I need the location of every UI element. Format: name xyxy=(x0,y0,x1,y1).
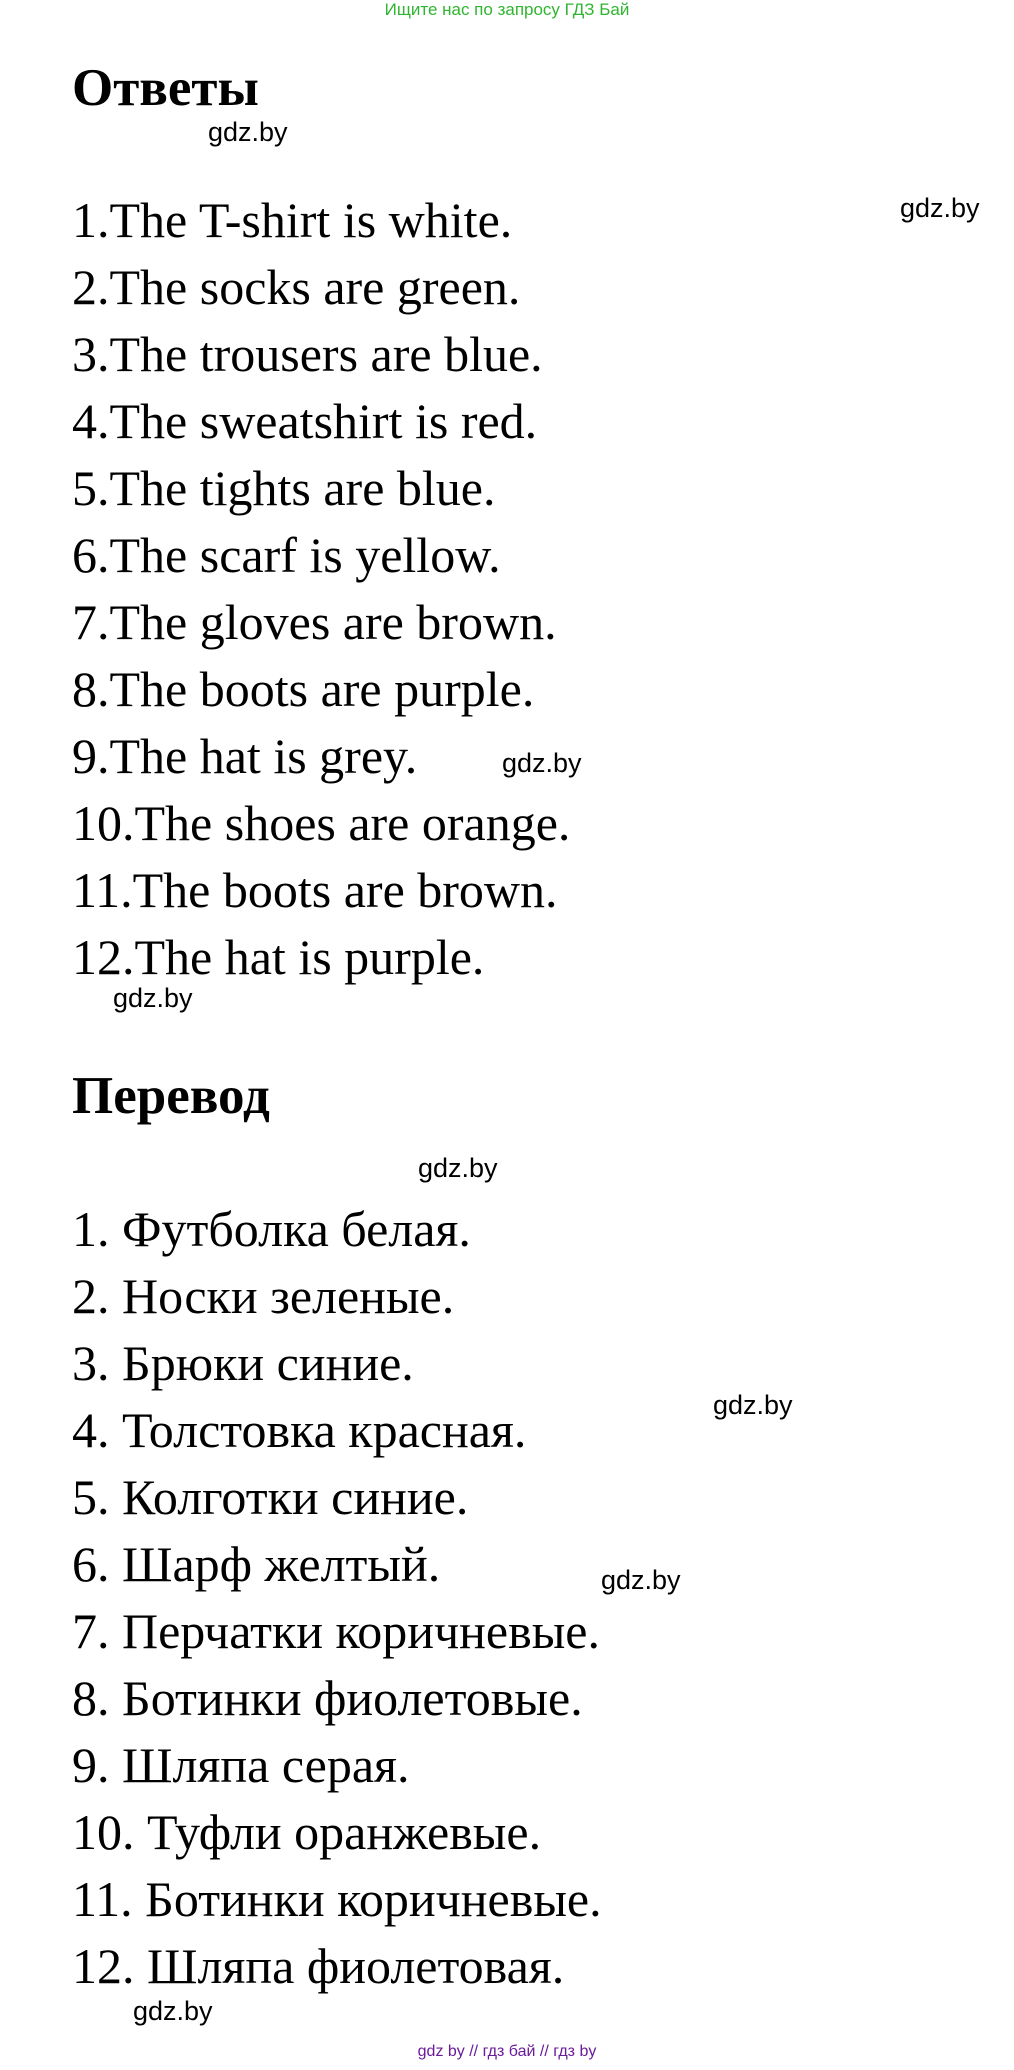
watermark: gdz.by xyxy=(502,748,582,778)
translation-item-12: 12. Шляпа фиолетовая. xyxy=(72,1938,565,1994)
translation-item-7: 7. Перчатки коричневые. xyxy=(72,1603,601,1659)
watermark: gdz.by xyxy=(208,117,288,147)
watermark: gdz.by xyxy=(900,193,980,223)
top-banner[interactable]: Ищите нас по запросу ГДЗ Бай xyxy=(384,0,630,19)
translation-item-2: 2. Носки зеленые. xyxy=(72,1268,455,1324)
translation-item-3: 3. Брюки синие. xyxy=(72,1335,414,1391)
translation-heading: Перевод xyxy=(72,1067,270,1125)
watermark: gdz.by xyxy=(601,1565,681,1595)
watermark: gdz.by xyxy=(418,1153,498,1183)
answer-item-6: 6.The scarf is yellow. xyxy=(72,527,501,583)
footer-links[interactable]: gdz by // гдз бай // гдз by xyxy=(417,2043,597,2060)
answer-item-1: 1.The T-shirt is white. xyxy=(72,192,513,248)
answers-heading: Ответы xyxy=(72,59,259,117)
translation-list xyxy=(72,1196,602,2000)
answer-item-12: 12.The hat is purple. xyxy=(72,929,485,985)
translation-item-4: 4. Толстовка красная. xyxy=(72,1402,527,1458)
answer-item-3: 3.The trousers are blue. xyxy=(72,326,543,382)
answer-item-2: 2.The socks are green. xyxy=(72,259,521,315)
watermark: gdz.by xyxy=(113,983,193,1013)
translation-item-10: 10. Туфли оранжевые. xyxy=(72,1804,542,1860)
answers-list xyxy=(72,187,570,991)
answer-item-8: 8.The boots are purple. xyxy=(72,661,535,717)
translation-item-6: 6. Шарф желтый. xyxy=(72,1536,441,1592)
answer-item-5: 5.The tights are blue. xyxy=(72,460,496,516)
answer-item-4: 4.The sweatshirt is red. xyxy=(72,393,538,449)
translation-item-8: 8. Ботинки фиолетовые. xyxy=(72,1670,583,1726)
answer-item-10: 10.The shoes are orange. xyxy=(72,795,571,851)
answer-item-9: 9.The hat is grey. xyxy=(72,728,418,784)
watermark: gdz.by xyxy=(133,1996,213,2026)
translation-item-5: 5. Колготки синие. xyxy=(72,1469,469,1525)
translation-item-9: 9. Шляпа серая. xyxy=(72,1737,410,1793)
translation-item-1: 1. Футболка белая. xyxy=(72,1201,471,1257)
watermark: gdz.by xyxy=(713,1390,793,1420)
answer-item-11: 11.The boots are brown. xyxy=(72,862,558,918)
translation-item-11: 11. Ботинки коричневые. xyxy=(72,1871,602,1927)
answer-item-7: 7.The gloves are brown. xyxy=(72,594,557,650)
